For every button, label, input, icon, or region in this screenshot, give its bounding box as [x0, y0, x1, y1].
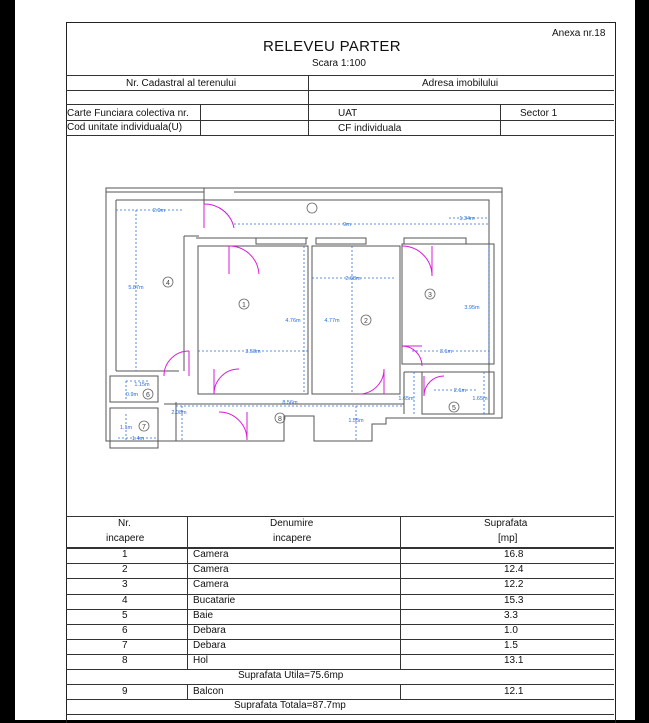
table-col-divider: [400, 684, 401, 700]
info-col-divider: [500, 104, 501, 135]
table-cell-area: 16.8: [504, 549, 524, 560]
info-row-divider: [66, 90, 614, 91]
table-cell-nr: 6: [122, 625, 128, 636]
table-cell-nr: 8: [122, 655, 128, 666]
dim-label: 1.4m: [131, 436, 145, 442]
address-label: Adresa imobilului: [422, 78, 499, 89]
carte-funciara-label: Carte Funciara colectiva nr.: [67, 108, 189, 119]
dim-label: 8.56m: [282, 400, 298, 406]
table-cell-area: 3.3: [504, 610, 518, 621]
table-cell-area: 1.5: [504, 640, 518, 651]
header-nr: Nr.: [118, 518, 131, 529]
header-denumire: Denumire: [270, 518, 314, 529]
door-arc: [214, 369, 239, 394]
header-suprafata-2: [mp]: [498, 533, 518, 544]
table-cell-name: Hol: [193, 655, 209, 666]
door-arc: [402, 246, 432, 276]
inner-wall: [116, 200, 489, 414]
table-border: [66, 516, 614, 517]
table-row-divider: [66, 563, 614, 564]
dim-label: 2.68m: [345, 276, 361, 282]
table-col-divider: [187, 516, 188, 670]
door-arc: [219, 412, 247, 440]
info-row-divider: [66, 104, 614, 105]
dim-label: 3.58m: [245, 349, 261, 355]
table-col-divider: [400, 516, 401, 670]
annex-label: Anexa nr.18: [552, 28, 606, 39]
door-arc: [204, 204, 234, 228]
dim-label: 4.77m: [324, 318, 340, 324]
room-1-number: 1: [242, 302, 246, 309]
window: [404, 238, 466, 244]
table-row-divider: [66, 624, 614, 625]
door-arc: [424, 376, 444, 396]
dim-label: 4.76m: [285, 318, 301, 324]
table-cell-area: 13.1: [504, 655, 524, 666]
floor-plan: [104, 186, 504, 456]
document-title: RELEVEU PARTER: [263, 38, 401, 55]
table-cell-name: Camera: [193, 564, 229, 575]
table-row-divider: [66, 609, 614, 610]
dim-label: 2.9m: [152, 208, 166, 214]
table-cell-nr: 3: [122, 579, 128, 590]
door-arc: [229, 246, 259, 274]
dim-label: 0.9m: [125, 392, 139, 398]
dim-label: 2.08m: [171, 410, 187, 416]
table-row-divider: [66, 548, 614, 549]
dim-label: 1.1m: [119, 425, 133, 431]
room-2-number: 2: [364, 318, 368, 325]
balcon-name: Balcon: [193, 686, 224, 697]
window: [256, 238, 306, 244]
window: [316, 238, 366, 244]
header-suprafata: Suprafata: [484, 518, 528, 529]
dim-label: 3.95m: [464, 305, 480, 311]
uat-label: UAT: [338, 108, 358, 119]
info-row-divider: [66, 75, 614, 76]
scale-label: Scara 1:100: [312, 58, 366, 69]
header-nr-2: incapere: [106, 533, 145, 544]
dim-label: 1.65m: [398, 396, 414, 402]
sector-label: Sector 1: [520, 108, 558, 119]
table-cell-name: Camera: [193, 549, 229, 560]
cod-unitate-label: Cod unitate individuala(U): [67, 122, 183, 133]
header-denumire-2: incapere: [273, 533, 312, 544]
table-cell-name: Bucatarie: [193, 595, 236, 606]
info-row-divider: [66, 135, 614, 136]
dim-label: 3.1m: [439, 349, 453, 355]
room-4-number: 4: [166, 280, 170, 287]
table-cell-area: 12.2: [504, 579, 524, 590]
room-8-number: 8: [278, 416, 282, 423]
suprafata-totala: Suprafata Totala=87.7mp: [234, 700, 346, 711]
table-cell-nr: 1: [122, 549, 128, 560]
door-arc: [164, 351, 189, 376]
cadastral-label: Nr. Cadastral al terenului: [126, 78, 237, 89]
dim-label: 1.55m: [348, 418, 364, 424]
suprafata-utila: Suprafata Utila=75.6mp: [238, 670, 344, 681]
balcon-area: 12.1: [504, 686, 524, 697]
table-cell-name: Debara: [193, 625, 226, 636]
room-7-wall: [110, 408, 158, 448]
table-cell-name: Debara: [193, 640, 226, 651]
table-border: [66, 684, 614, 685]
balcon-nr: 9: [122, 686, 128, 697]
info-col-divider: [200, 104, 201, 135]
dim-label: 1.15m: [134, 382, 150, 388]
table-cell-nr: 2: [122, 564, 128, 575]
door-arc: [402, 346, 422, 366]
table-col-divider: [187, 684, 188, 700]
dim-label: 9m: [343, 222, 351, 228]
dim-label: 5.87m: [128, 285, 144, 291]
table-cell-nr: 4: [122, 595, 128, 606]
table-border: [66, 714, 614, 715]
table-cell-area: 15.3: [504, 595, 524, 606]
table-row-divider: [66, 639, 614, 640]
table-cell-area: 1.0: [504, 625, 518, 636]
info-col-divider: [308, 75, 309, 135]
room-5-number: 5: [452, 405, 456, 412]
table-row-divider: [66, 654, 614, 655]
table-cell-area: 12.4: [504, 564, 524, 575]
table-row-divider: [66, 578, 614, 579]
table-cell-name: Camera: [193, 579, 229, 590]
dim-label: 1.65m: [472, 396, 488, 402]
dim-label: 2.1m: [453, 388, 467, 394]
table-row-divider: [66, 594, 614, 595]
info-row-divider: [66, 120, 614, 121]
room-3-number: 3: [428, 292, 432, 299]
room-9-marker: [307, 203, 317, 213]
cf-individuala-label: CF individuala: [338, 123, 402, 134]
table-cell-nr: 5: [122, 610, 128, 621]
table-cell-name: Baie: [193, 610, 214, 621]
room-6-number: 6: [146, 392, 150, 399]
door-arc: [359, 369, 384, 394]
dim-label: 1.34m: [459, 216, 475, 222]
table-cell-nr: 7: [122, 640, 128, 651]
room-7-number: 7: [142, 424, 146, 431]
